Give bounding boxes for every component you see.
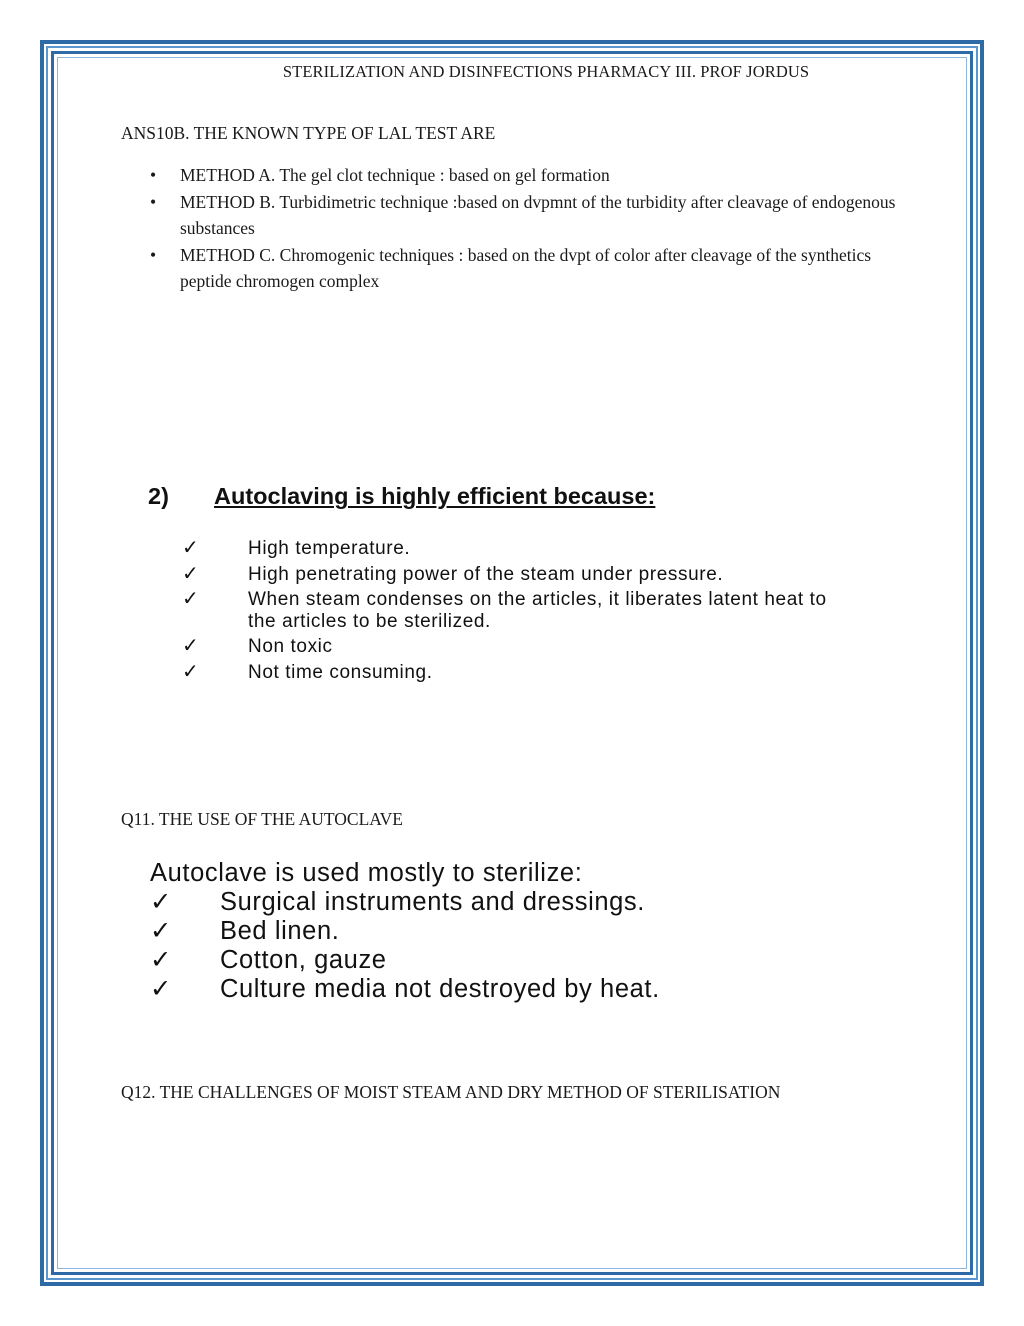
list-item-text: Culture media not destroyed by heat. — [220, 975, 660, 1003]
checkmark-icon: ✓ — [150, 888, 172, 916]
figure-number: 2) — [148, 483, 169, 509]
question-12-heading: Q12. THE CHALLENGES OF MOIST STEAM AND DRY METHOD OF STERILISATION — [121, 1082, 781, 1102]
page-header-text: STERILIZATION AND DISINFECTIONS PHARMACY III. PROF JORDUS — [282, 62, 810, 81]
bullet-icon: • — [150, 191, 157, 212]
list-item-text: Non toxic — [248, 636, 333, 657]
list-item-text: High penetrating power of the steam under pressure. — [248, 563, 724, 585]
checkmark-icon: ✓ — [182, 660, 200, 683]
checkmark-icon: ✓ — [182, 588, 200, 610]
list-item — [182, 538, 842, 560]
checkmark-icon: ✓ — [150, 917, 172, 945]
list-item-text: When steam condenses on the articles, it liberates latent heat to the articles to be sterilized. — [248, 589, 827, 632]
list-item — [182, 564, 842, 586]
checkmark-icon: ✓ — [150, 975, 172, 1003]
checkmark-icon: ✓ — [182, 537, 200, 559]
list-item-text: Not time consuming. — [248, 661, 433, 683]
lal-test-method-list — [148, 162, 918, 295]
checkmark-icon: ✓ — [182, 635, 200, 657]
checkmark-icon: ✓ — [150, 946, 172, 974]
bullet-icon: • — [150, 165, 157, 185]
list-item-text: High temperature. — [248, 538, 411, 559]
list-item — [150, 946, 910, 975]
checkmark-icon: ✓ — [182, 562, 200, 585]
figure-lead-text: Autoclave is used mostly to sterilize: — [150, 859, 583, 887]
list-item — [182, 636, 842, 658]
answer-10b-heading: ANS10B. THE KNOWN TYPE OF LAL TEST ARE — [121, 123, 496, 143]
list-item — [150, 888, 910, 917]
question-11-heading: Q11. THE USE OF THE AUTOCLAVE — [121, 809, 403, 829]
list-item-text: Bed linen. — [220, 917, 340, 945]
autoclave-uses-figure — [150, 858, 910, 1004]
list-item-text: Surgical instruments and dressings. — [220, 888, 645, 916]
list-item-text: Cotton, gauze — [220, 946, 387, 974]
autoclave-uses-list — [150, 888, 910, 1004]
list-item-text: METHOD C. Chromogenic techniques : based on the dvpt of color after cleavage of the synthetics peptide chromogen complex — [180, 244, 872, 291]
list-item — [148, 189, 918, 242]
list-item-text: METHOD A. The gel clot technique : based on gel formation — [180, 165, 610, 185]
bullet-icon: • — [150, 244, 157, 265]
list-item — [148, 242, 918, 295]
efficiency-reasons-list — [182, 538, 842, 687]
list-item — [182, 662, 842, 684]
list-item — [148, 162, 918, 189]
list-item — [182, 589, 842, 632]
list-item-text: METHOD B. Turbidimetric technique :based on dvpmnt of the turbidity after cleavage of endogenous substances — [180, 191, 896, 238]
page-header — [0, 62, 1024, 82]
list-item — [150, 917, 910, 946]
list-item — [150, 975, 910, 1004]
figure-title: Autoclaving is highly efficient because: — [214, 483, 656, 509]
